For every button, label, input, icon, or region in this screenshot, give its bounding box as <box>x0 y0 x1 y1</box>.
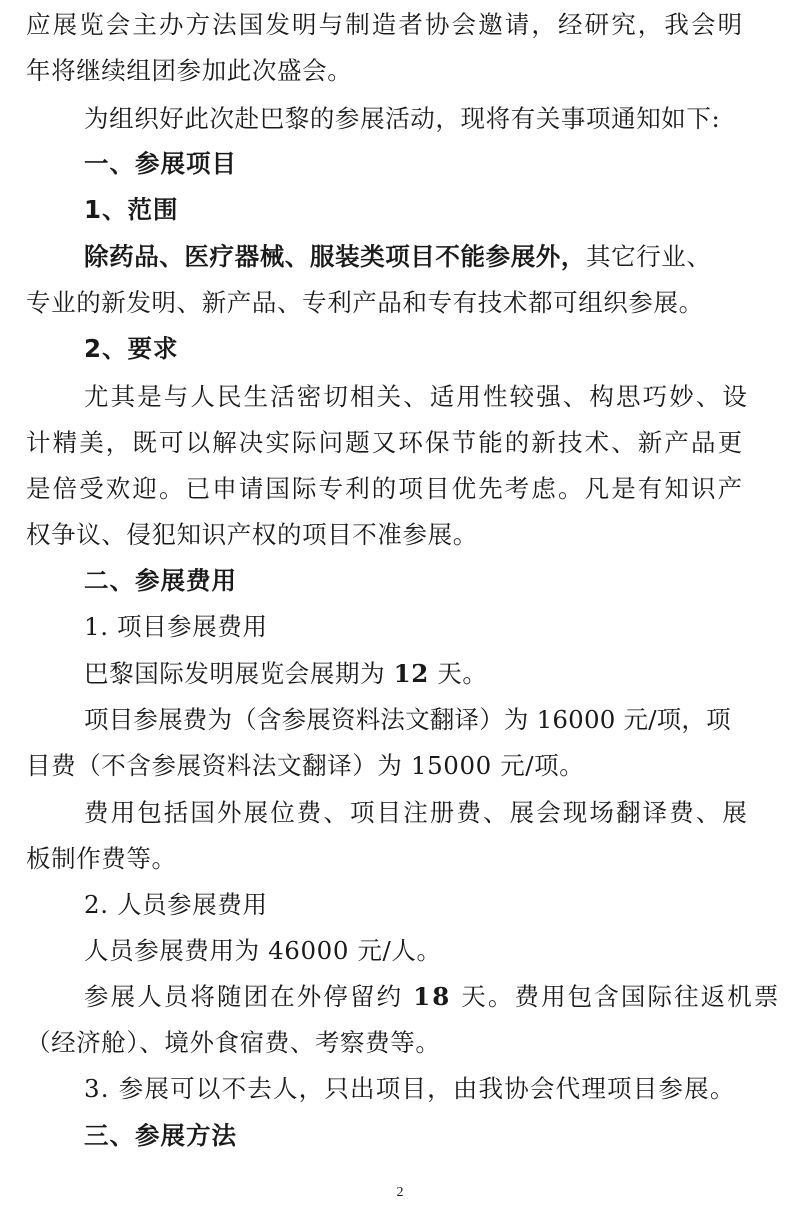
paragraph-line: 专业的新发明、新产品、专利产品和专有技术都可组织参展。 <box>26 288 704 317</box>
section-heading-2: 二、参展费用 <box>84 566 237 595</box>
paragraph-line: 为组织好此次赴巴黎的参展活动，现将有关事项通知如下: <box>84 104 721 133</box>
paragraph-text: 参展人员将随团在外停留约 <box>84 982 414 1011</box>
paragraph-line: 年将继续组团参加此次盛会。 <box>26 56 353 85</box>
paragraph-text: 其它行业、 <box>586 242 712 271</box>
paragraph-line: 项目参展费为（含参展资料法文翻译）为 16000 元/项，项 <box>84 705 731 734</box>
emphasized-text: 除药品、医疗器械、服装类项目不能参展外， <box>84 242 586 271</box>
paragraph-line: 尤其是与人民生活密切相关、适用性较强、构思巧妙、设 <box>84 382 749 411</box>
paragraph-line: 是倍受欢迎。已申请国际专利的项目优先考虑。凡是有知识产 <box>26 474 745 503</box>
paragraph-line <box>0 234 800 280</box>
paragraph-text: 天。 <box>428 659 488 688</box>
section-heading-1: 一、参展项目 <box>84 149 237 178</box>
paragraph-line <box>0 974 800 1020</box>
page-number: 2 <box>396 1185 404 1200</box>
section-heading-3: 三、参展方法 <box>84 1121 237 1150</box>
paragraph-line: 费用包括国外展位费、项目注册费、展会现场翻译费、展 <box>84 798 749 827</box>
emphasized-number: 18 <box>413 982 452 1011</box>
paragraph-line: 板制作费等。 <box>26 844 177 873</box>
subsection-heading-personnel-fees: 2. 人员参展费用 <box>84 890 268 919</box>
paragraph-line: 计精美，既可以解决实际问题又环保节能的新技术、新产品更 <box>26 428 745 457</box>
emphasized-number: 12 <box>393 659 429 688</box>
subsection-heading-scope: 1、范围 <box>84 195 179 224</box>
paragraph-text: 巴黎国际发明展览会展期为 <box>84 659 394 688</box>
paragraph-line <box>0 651 800 697</box>
paragraph-text: 天。费用包含国际往返机票 <box>451 982 781 1011</box>
subsection-heading-project-fees: 1. 项目参展费用 <box>84 612 268 641</box>
paragraph-line: 应展览会主办方法国发明与制造者协会邀请，经研究，我会明 <box>26 10 745 39</box>
paragraph-line: （经济舱）、境外食宿费、考察费等。 <box>26 1028 441 1057</box>
paragraph-line: 权争议、侵犯知识产权的项目不准参展。 <box>26 520 478 549</box>
paragraph-line: 人员参展费用为 46000 元/人。 <box>84 936 442 965</box>
paragraph-line: 目费（不含参展资料法文翻译）为 15000 元/项。 <box>26 751 585 780</box>
subsection-heading-requirements: 2、要求 <box>84 334 179 363</box>
paragraph-line: 3. 参展可以不去人，只出项目，由我协会代理项目参展。 <box>84 1074 736 1103</box>
